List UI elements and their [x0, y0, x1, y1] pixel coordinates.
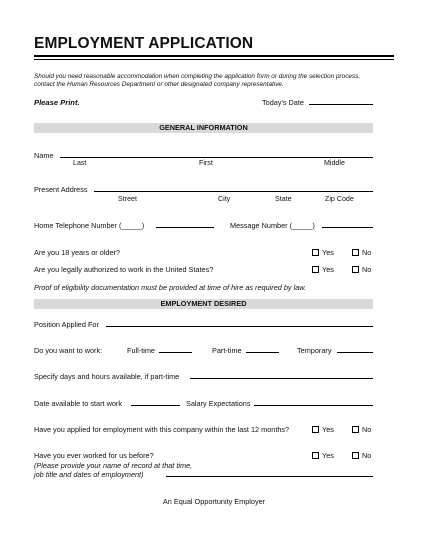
- general-information-heading: GENERAL INFORMATION: [159, 123, 248, 132]
- salary-field[interactable]: [254, 405, 373, 406]
- age-no-label: No: [362, 248, 372, 257]
- authorized-question: Are you legally authorized to work in the United States?: [34, 265, 214, 274]
- worked-note-line-1: (Please provide your name of record at that time,: [34, 461, 193, 470]
- address-sub-state: State: [275, 195, 292, 203]
- employment-desired-heading: EMPLOYMENT DESIRED: [160, 299, 247, 308]
- days-hours-label: Specify days and hours available, if part-time: [34, 372, 180, 381]
- form-title: EMPLOYMENT APPLICATION: [34, 35, 254, 52]
- worked-note-line-2: job title and dates of employment): [34, 470, 144, 479]
- age-no-option[interactable]: [352, 248, 371, 257]
- message-number-label: Message Number (_____): [230, 221, 315, 230]
- applied-no-checkbox[interactable]: [352, 426, 359, 433]
- applied-no-option[interactable]: [352, 425, 371, 434]
- applied-before-question: Have you applied for employment with this company within the last 12 months?: [34, 425, 290, 434]
- temporary-field[interactable]: [337, 352, 373, 353]
- age-question: Are you 18 years or older?: [34, 248, 120, 257]
- name-sub-first: First: [199, 159, 213, 167]
- authorized-yes-option[interactable]: [312, 265, 334, 274]
- authorized-no-label: No: [362, 265, 372, 274]
- intro-line-2: contact the Human Resources Department or other designated company representative.: [34, 81, 284, 88]
- part-time-label: Part-time: [212, 346, 242, 355]
- age-yes-option[interactable]: [312, 248, 334, 257]
- applied-yes-option[interactable]: [312, 425, 334, 434]
- present-address-label: Present Address: [34, 185, 88, 194]
- worked-no-label: No: [362, 451, 372, 460]
- part-time-field[interactable]: [246, 352, 279, 353]
- authorized-yes-checkbox[interactable]: [312, 266, 319, 273]
- authorized-yes-label: Yes: [322, 265, 334, 274]
- worked-no-option[interactable]: [352, 451, 371, 460]
- please-print: Please Print.: [34, 98, 80, 107]
- address-sub-street: Street: [118, 195, 137, 203]
- home-phone-label: Home Telephone Number (_____): [34, 221, 145, 230]
- title-rule-thin: [34, 59, 394, 60]
- full-time-label: Full-time: [127, 346, 155, 355]
- want-to-work-label: Do you want to work:: [34, 346, 103, 355]
- intro-line-1: Should you need reasonable accommodation when completing the application form or during the selection process,: [34, 73, 361, 80]
- general-information-header: [34, 123, 373, 133]
- authorized-no-option[interactable]: [352, 265, 371, 274]
- days-hours-field[interactable]: [190, 378, 373, 379]
- present-address-field[interactable]: [94, 191, 373, 192]
- name-label: Name: [34, 151, 54, 160]
- name-sub-last: Last: [73, 159, 87, 167]
- todays-date-label: Today's Date: [262, 98, 304, 107]
- worked-yes-checkbox[interactable]: [312, 452, 319, 459]
- applied-yes-checkbox[interactable]: [312, 426, 319, 433]
- title-rule: [34, 55, 394, 57]
- worked-yes-option[interactable]: [312, 451, 334, 460]
- temporary-label: Temporary: [297, 346, 332, 355]
- worked-no-checkbox[interactable]: [352, 452, 359, 459]
- message-number-field[interactable]: [322, 227, 373, 228]
- todays-date-field[interactable]: [309, 104, 373, 105]
- salary-label: Salary Expectations: [186, 399, 251, 408]
- worked-details-field[interactable]: [166, 476, 373, 477]
- equal-opportunity-footer: An Equal Opportunity Employer: [162, 497, 266, 506]
- age-yes-label: Yes: [322, 248, 334, 257]
- address-sub-zip: Zip Code: [325, 195, 354, 203]
- worked-before-question: Have you ever worked for us before?: [34, 451, 154, 460]
- applied-yes-label: Yes: [322, 425, 334, 434]
- home-phone-field[interactable]: [156, 227, 214, 228]
- address-sub-city: City: [218, 195, 231, 203]
- applied-no-label: No: [362, 425, 372, 434]
- full-time-field[interactable]: [159, 352, 192, 353]
- name-field[interactable]: [60, 157, 373, 158]
- proof-note: Proof of eligibility documentation must be provided at time of hire as required by law.: [34, 283, 307, 292]
- worked-yes-label: Yes: [322, 451, 334, 460]
- position-label: Position Applied For: [34, 320, 99, 329]
- age-no-checkbox[interactable]: [352, 249, 359, 256]
- date-available-field[interactable]: [131, 405, 180, 406]
- age-yes-checkbox[interactable]: [312, 249, 319, 256]
- authorized-no-checkbox[interactable]: [352, 266, 359, 273]
- name-sub-middle: Middle: [324, 159, 345, 167]
- employment-desired-header: [34, 299, 373, 309]
- date-available-label: Date available to start work: [34, 399, 123, 408]
- position-field[interactable]: [106, 326, 373, 327]
